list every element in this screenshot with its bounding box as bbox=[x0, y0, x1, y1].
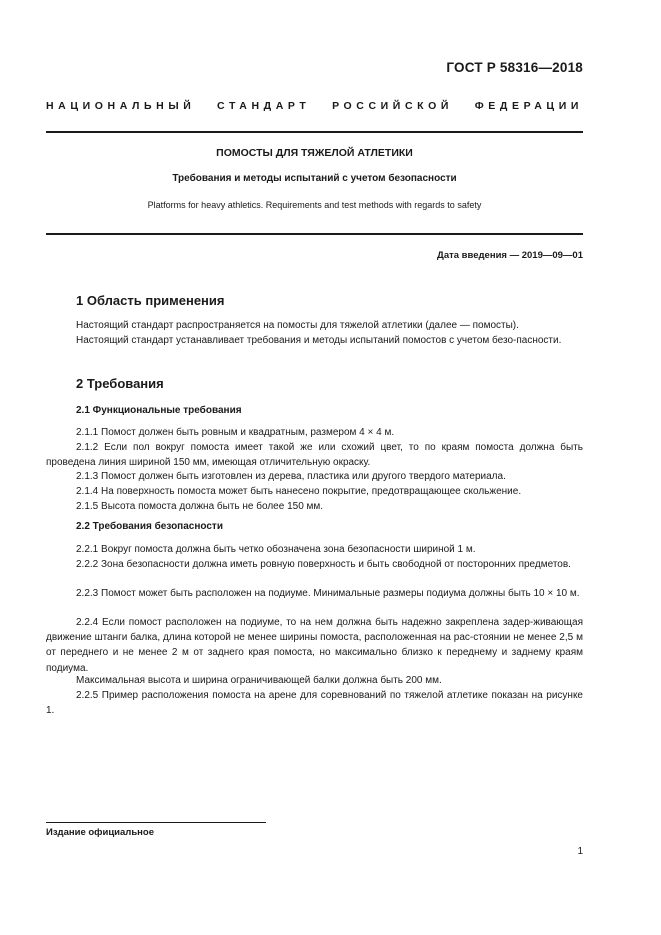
section-2-2-heading: 2.2 Требования безопасности bbox=[76, 521, 223, 532]
clause-2-2-2: 2.2.2 Зона безопасности должна иметь ровную поверхность и быть свободной от посторонних предметов. bbox=[76, 559, 571, 570]
clause-2-2-4-continued: Максимальная высота и ширина ограничивающей балки должна быть 200 мм. bbox=[76, 675, 442, 686]
clause-2-1-4: 2.1.4 На поверхность помоста может быть нанесено покрытие, предотвращающее скольжение. bbox=[76, 486, 522, 497]
clause-2-2-1: 2.2.1 Вокруг помоста должна быть четко обозначена зона безопасности шириной 1 м. bbox=[76, 544, 476, 555]
footer-divider bbox=[46, 822, 266, 823]
official-edition-label: Издание официальное bbox=[46, 827, 154, 838]
standard-english-title: Platforms for heavy athletics. Requirements and test methods with regards to safety bbox=[147, 200, 482, 210]
page-number: 1 bbox=[577, 846, 583, 857]
clause-2-1-3: 2.1.3 Помост должен быть изготовлен из дерева, пластика или другого твердого материала. bbox=[76, 471, 506, 482]
introduction-date: Дата введения — 2019—09—01 bbox=[437, 250, 583, 261]
standard-subtitle: Требования и методы испытаний с учетом безопасности bbox=[172, 173, 457, 184]
top-divider bbox=[46, 131, 583, 133]
section-1-paragraph-2: Настоящий стандарт устанавливает требования и методы испытаний помостов с учетом безо-пасности. bbox=[76, 335, 562, 346]
section-1-heading: 1 Область применения bbox=[76, 293, 225, 308]
section-1-paragraph-1: Настоящий стандарт распространяется на помосты для тяжелой атлетики (далее — помосты). bbox=[76, 320, 519, 331]
clause-2-1-1: 2.1.1 Помост должен быть ровным и квадратным, размером 4 × 4 м. bbox=[76, 427, 395, 438]
standard-title: ПОМОСТЫ ДЛЯ ТЯЖЕЛОЙ АТЛЕТИКИ bbox=[216, 147, 413, 159]
section-2-heading: 2 Требования bbox=[76, 376, 164, 391]
document-code: ГОСТ Р 58316—2018 bbox=[446, 60, 583, 75]
clause-2-2-4: 2.2.4 Если помост расположен на подиуме, то на нем должна быть надежно закреплена задер-живающая движение штанги балка, длина которой не менее ширины помоста, расположенная на рас-стоянии не менее 2,5 м от переднего и не менее 2 м от заднего края помоста, но максимально близко к переднему и заднему краям подиума. bbox=[46, 617, 583, 674]
national-standard-banner: НАЦИОНАЛЬНЫЙ СТАНДАРТ РОССИЙСКОЙ ФЕДЕРАЦИИ bbox=[46, 100, 583, 112]
section-2-1-heading: 2.1 Функциональные требования bbox=[76, 405, 242, 416]
clause-2-1-5: 2.1.5 Высота помоста должна быть не более 150 мм. bbox=[76, 501, 324, 512]
clause-2-2-5: 2.2.5 Пример расположения помоста на арене для соревнований по тяжелой атлетике показан на рисунке 1. bbox=[46, 690, 583, 717]
clause-2-1-2: 2.1.2 Если пол вокруг помоста имеет такой же или схожий цвет, то по краям помоста должна быть проведена линия шириной 150 мм, имеющая отличительную окраску. bbox=[46, 442, 583, 469]
title-divider bbox=[46, 233, 583, 235]
clause-2-2-3: 2.2.3 Помост может быть расположен на подиуме. Минимальные размеры подиума должны быть 10 × 10 м. bbox=[76, 588, 580, 599]
